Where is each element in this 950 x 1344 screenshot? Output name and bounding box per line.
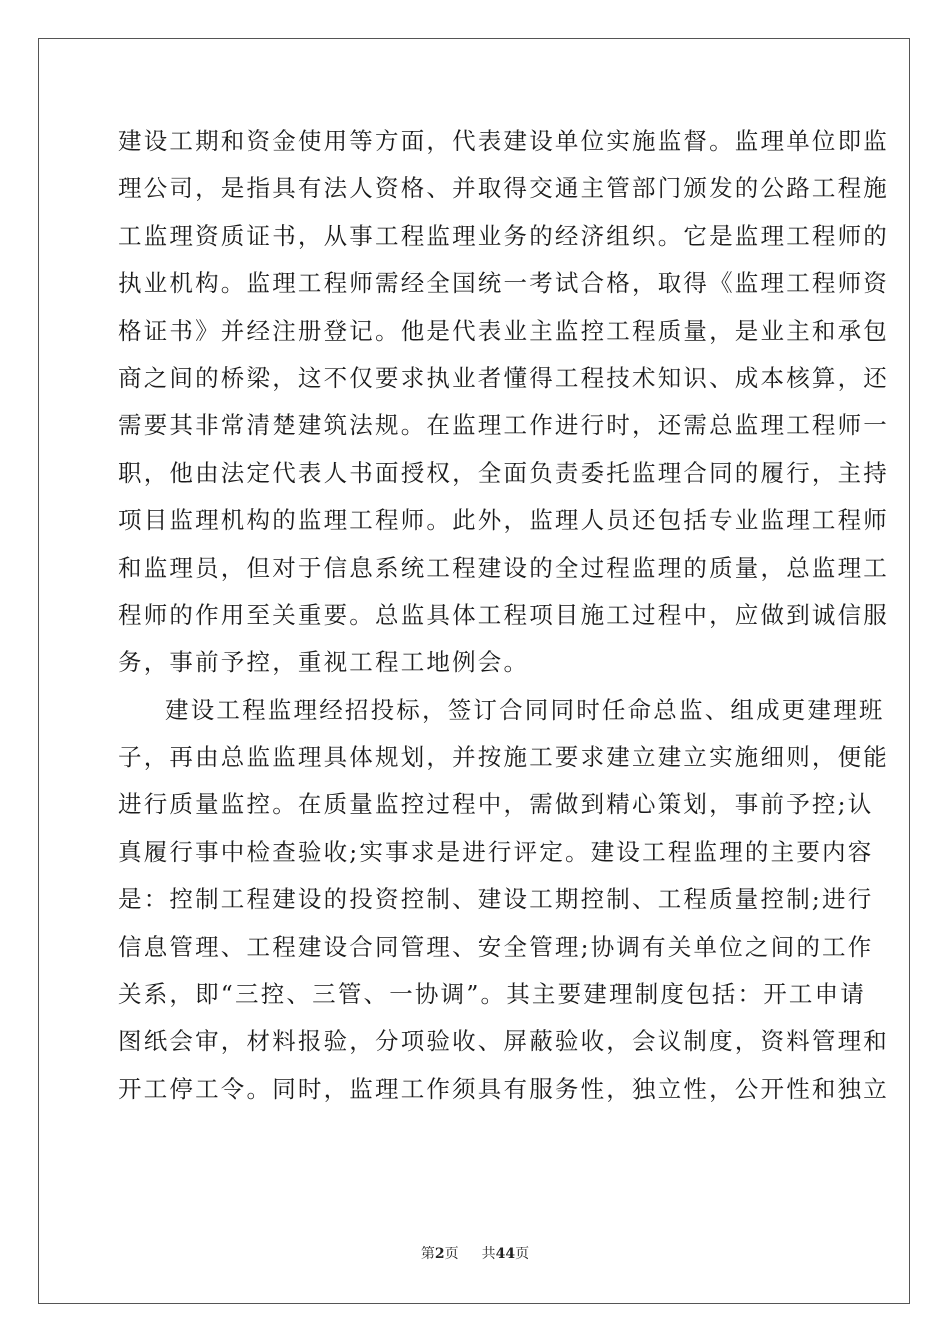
current-page: 2 xyxy=(434,1246,445,1262)
text-line: 图纸会审，材料报验，分项验收、屏蔽验收，会议制度，资料管理和 xyxy=(118,1027,889,1056)
text-line: 关系，即“三控、三管、一协调”。其主要建理制度包括：开工申请 xyxy=(118,980,867,1009)
text-line: 职，他由法定代表人书面授权，全面负责委托监理合同的履行，主持 xyxy=(118,458,889,487)
text-line: 理公司，是指具有法人资格、并取得交通主管部门颁发的公路工程施 xyxy=(118,174,889,203)
page-prefix: 第 xyxy=(420,1246,435,1262)
document-body xyxy=(118,124,889,1119)
page-footer xyxy=(0,1243,950,1263)
text-line: 务，事前予控，重视工程工地例会。 xyxy=(118,648,530,677)
text-line: 进行质量监控。在质量监控过程中，需做到精心策划，事前予控;认 xyxy=(118,790,874,819)
text-line: 执业机构。监理工程师需经全国统一考试合格，取得《监理工程师资 xyxy=(118,269,889,298)
text-line: 信息管理、工程建设合同管理、安全管理;协调有关单位之间的工作 xyxy=(118,932,874,961)
paragraph-1 xyxy=(118,124,889,693)
page-number xyxy=(421,1246,459,1262)
text-line: 项目监理机构的监理工程师。此外，监理人员还包括专业监理工程师 xyxy=(118,506,889,535)
text-line: 工监理资质证书，从事工程监理业务的经济组织。它是监理工程师的 xyxy=(118,221,889,250)
paragraph-2 xyxy=(118,693,889,1120)
text-line: 程师的作用至关重要。总监具体工程项目施工过程中，应做到诚信服 xyxy=(118,600,889,629)
text-line: 商之间的桥梁，这不仅要求执业者懂得工程技术知识、成本核算，还 xyxy=(118,363,889,392)
page-unit: 页 xyxy=(444,1246,459,1262)
text-line-indented: 建设工程监理经招投标，签订合同同时任命总监、组成更建理班 xyxy=(165,695,885,724)
text-line: 子，再由总监监理具体规划，并按施工要求建立建立实施细则，便能 xyxy=(118,743,889,772)
text-line: 建设工期和资金使用等方面，代表建设单位实施监督。监理单位即监 xyxy=(118,127,889,155)
text-line: 是：控制工程建设的投资控制、建设工期控制、工程质量控制;进行 xyxy=(118,885,874,914)
text-line: 开工停工令。同时，监理工作须具有服务性，独立性，公开性和独立 xyxy=(118,1074,889,1103)
total-unit: 页 xyxy=(515,1246,530,1262)
page-total xyxy=(482,1246,529,1262)
total-prefix: 共 xyxy=(481,1246,496,1262)
text-line: 需要其非常清楚建筑法规。在监理工作进行时，还需总监理工程师一 xyxy=(118,411,889,440)
total-pages: 44 xyxy=(495,1246,516,1262)
text-line: 真履行事中检查验收;实事求是进行评定。建设工程监理的主要内容 xyxy=(118,837,874,866)
text-line: 格证书》并经注册登记。他是代表业主监控工程质量，是业主和承包 xyxy=(118,316,889,345)
text-line: 和监理员，但对于信息系统工程建设的全过程监理的质量，总监理工 xyxy=(118,553,889,582)
